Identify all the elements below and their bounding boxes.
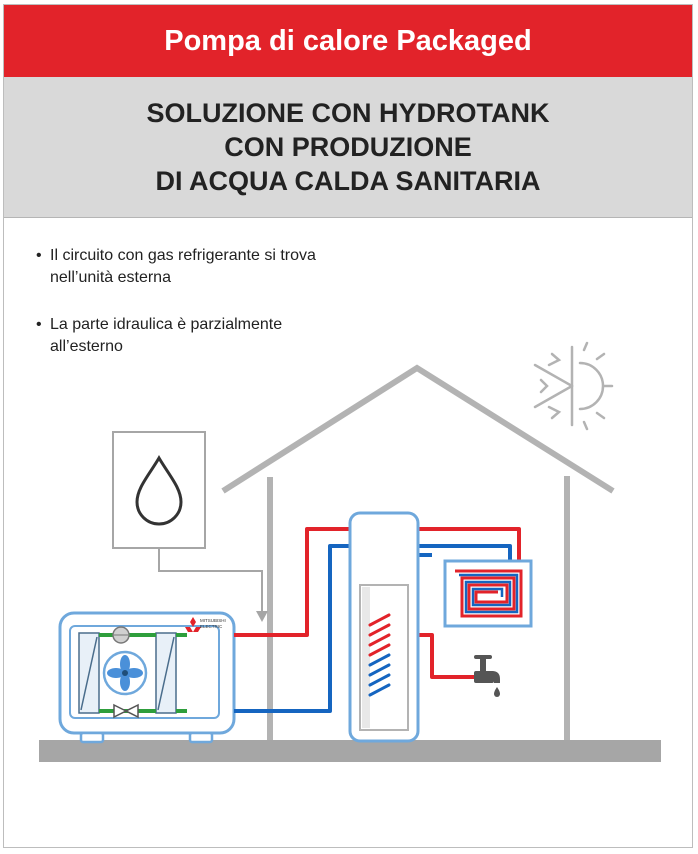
water-supply-box [113, 432, 205, 548]
floor-heating-panel [445, 561, 531, 626]
subtitle-line-2: CON PRODUZIONE [224, 132, 472, 162]
bullet-text-line: all’esterno [50, 338, 123, 355]
heat-pump-diagram [4, 5, 694, 849]
subtitle-line-3: DI ACQUA CALDA SANITARIA [155, 166, 541, 196]
subtitle-line-1: SOLUZIONE CON HYDROTANK [146, 98, 550, 128]
ground-slab [39, 740, 661, 762]
bullet-marker: • [36, 247, 42, 264]
fan-icon [104, 652, 146, 694]
water-connector-line [159, 548, 262, 615]
compressor-icon [113, 627, 129, 643]
brand-line: MITSUBISHI [200, 618, 226, 623]
bullet-text-line: nell’unità esterna [50, 269, 171, 286]
brand-line: ELECTRIC [200, 624, 223, 629]
bullet-text-line: Il circuito con gas refrigerante si trova [50, 247, 316, 264]
bullet-marker: • [36, 316, 42, 333]
snowflake-sun-icon [535, 343, 612, 429]
water-connector-arrow [256, 611, 268, 622]
outdoor-unit [60, 613, 234, 742]
infographic-card [3, 4, 693, 848]
faucet-icon [474, 655, 500, 697]
bullet-text-line: La parte idraulica è parzialmente [50, 316, 283, 333]
page-title: Pompa di calore Packaged [164, 24, 532, 57]
